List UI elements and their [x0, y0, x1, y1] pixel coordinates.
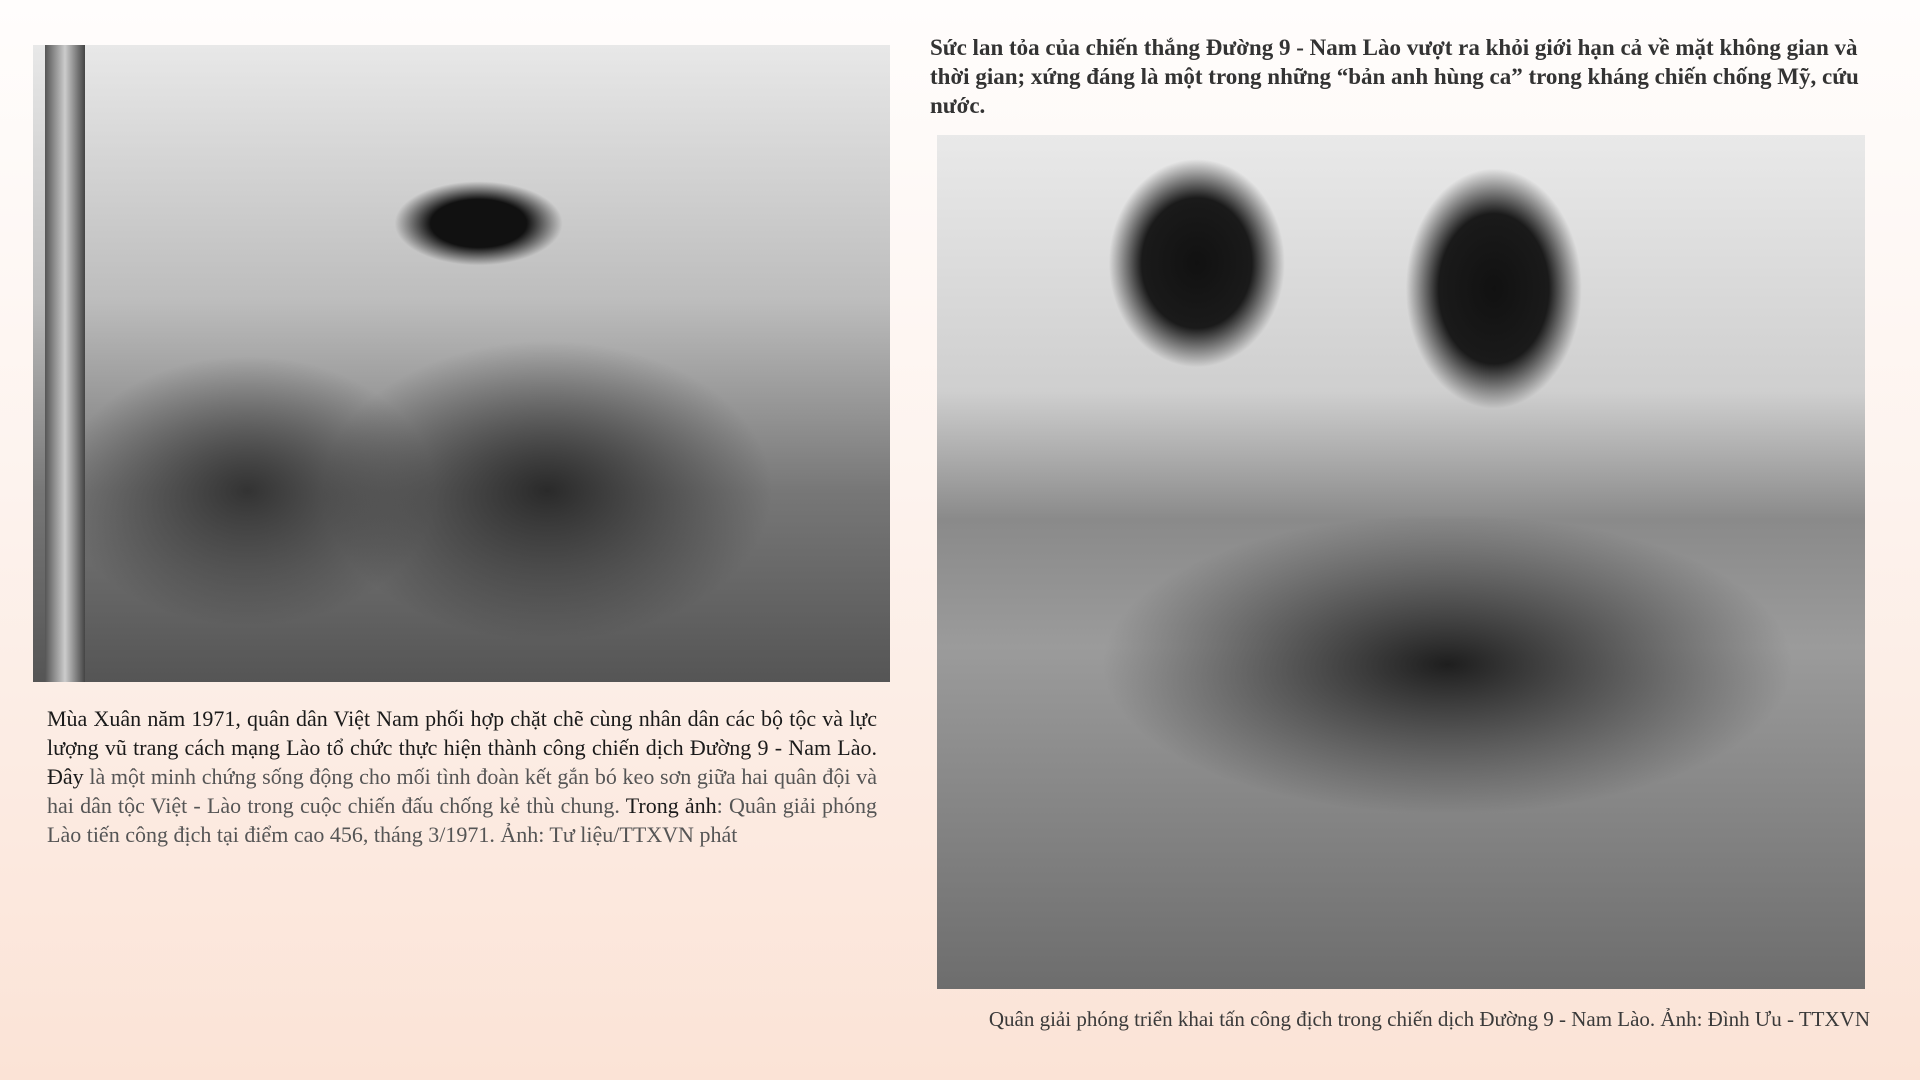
right-photo: [937, 135, 1865, 989]
left-photo: [33, 45, 890, 682]
right-title: Sức lan tỏa của chiến thắng Đường 9 - Nam Lào vượt ra khỏi giới hạn cả về mặt không gian và thời gian; xứng đáng là một trong những “bản anh hùng ca” trong kháng chiến chống Mỹ, cứu nước.: [930, 35, 1859, 118]
tree-trunk: [45, 45, 85, 682]
caption-part-4: : Quân giải phóng Lào tiến công địch tại điểm cao 456, tháng 3/1971. Ảnh: Tư liệu/TTXVN phát: [47, 793, 877, 847]
caption-part-1: Mùa Xuân năm 1971, quân dân Việt Nam phối hợp chặt chẽ cùng nhân dân các bộ tộc và lực lượng vũ trang cách mạng Lào tổ chức thực hiện thành công chiến dịch Đường 9 - Nam Lào. Đây: [47, 706, 877, 789]
caption-part-2: là một minh chứng sống động cho mối tình đoàn kết gắn bó keo sơn giữa hai quân đội và hai dân tộc Việt - Lào trong cuộc chiến đấu chống kẻ thù chung.: [47, 764, 877, 818]
caption-part-3: Trong ảnh: [625, 793, 717, 818]
right-caption: Quân giải phóng triển khai tấn công địch trong chiến dịch Đường 9 - Nam Lào. Ảnh: Đình Ưu - TTXVN: [988, 1007, 1870, 1031]
left-caption: [47, 704, 877, 849]
